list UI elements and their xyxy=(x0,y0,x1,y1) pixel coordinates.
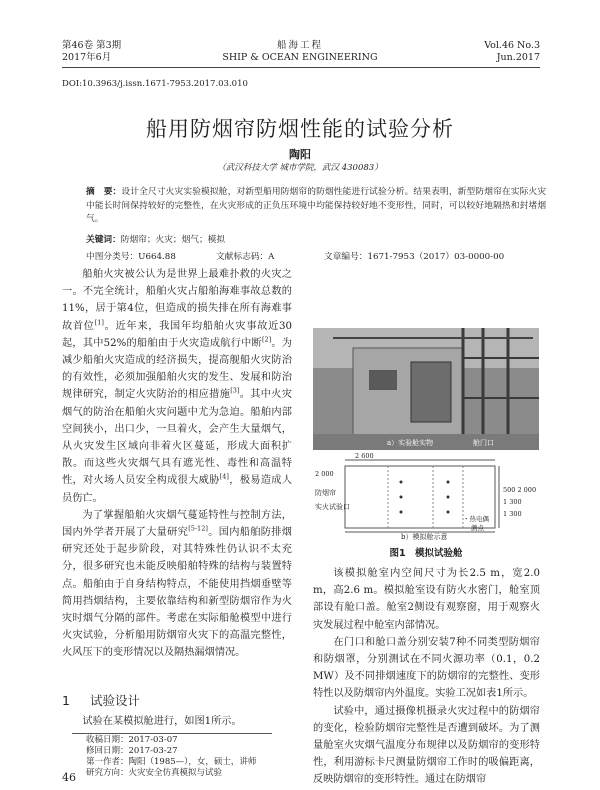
photo-caption: a）实验舱实物 xyxy=(387,439,434,447)
dim-right-2: 1 300 xyxy=(503,498,522,506)
research-direction: 研究方向：火灾安全仿真模拟与试验 xyxy=(86,768,223,778)
date-cn: 2017年6月 xyxy=(62,52,112,63)
footnote-rule xyxy=(72,733,272,734)
figure-schematic xyxy=(313,452,539,544)
dim-right-3: 1 300 xyxy=(503,510,522,518)
keywords-text: 防烟帘；火灾；烟气；模拟 xyxy=(120,235,225,245)
right-column xyxy=(313,565,540,789)
intro-paragraph-2: 为了掌握船舶火灾烟气蔓延特性与控制方法，国内外学者开展了大量研究[5-12]。国内船舶防排烟研究还处于起步阶段，对其特殊性仍认识不太充分，很多研究也未能反映船舶特殊的结构与装置特点。船舶由于自身结构特点，不能使用挡烟垂壁等简用挡烟结构，主要依靠结构和新型防烟帘作为火灾时烟气分隔的部件。考虑在实际船舱模型中进行火灾试验，分析船用防烟帘火灾下的高温完整性，火风压下的变形情况以及隔热漏烟情况。 xyxy=(62,509,292,659)
right-paragraph-1: 该模拟舱室内空间尺寸为长2.5 m，宽2.0 m，高2.6 m。模拟舱室设有防火水密门，舱室顶部设有舱口盖。舱室2侧设有观察窗，用于观察火灾发展过程中舱室内部情况。 xyxy=(313,568,540,631)
abstract-text: 设计全尺寸火灾实验模拟舱，对新型船用防烟帘的防烟性能进行试验分析。结果表明，新型防烟帘在实际火灾中能长时间保持较好的完整性，在火灾形成的正负压环境中均能保持较好地不变形性，同时，可以较好地隔热和封堵烟气。 xyxy=(86,187,547,224)
section-heading xyxy=(62,691,140,709)
door-label: 舱门口 xyxy=(473,439,494,447)
date-en: Jun.2017 xyxy=(496,52,540,63)
dim-side: 2 000 xyxy=(315,470,334,478)
measuring-point-label: 测点 xyxy=(471,524,484,532)
section-title: 试验设计 xyxy=(89,693,140,708)
document-code: 文献标志码：A xyxy=(216,252,275,262)
figure-photo xyxy=(313,328,539,450)
affiliation: （武汉科技大学 城市学院，武汉 430083） xyxy=(217,163,383,173)
journal-name-cn: 船海工程 xyxy=(276,40,323,51)
abstract-label: 摘 要： xyxy=(86,187,122,197)
dim-right-1: 500 2 000 xyxy=(503,486,537,494)
schematic-caption: b）模拟舱示意 xyxy=(401,533,448,541)
header-rule xyxy=(62,67,540,68)
doi: DOI:10.3963/j.issn.1671-7953.2017.03.010 xyxy=(62,79,248,89)
volume-issue-en: Vol.46 No.3 xyxy=(484,40,540,51)
section-paragraph: 试验在某模拟舱进行，如图1所示。 xyxy=(82,716,242,727)
keywords xyxy=(86,233,225,245)
page-number: 46 xyxy=(62,771,76,784)
figure-caption: 图1 模拟试验舱 xyxy=(389,548,463,559)
test-cabin-photo-icon xyxy=(313,328,539,450)
page-title: 船用防烟帘防烟性能的试验分析 xyxy=(146,117,454,141)
journal-name-en: SHIP & OCEAN ENGINEERING xyxy=(222,52,378,63)
author-info: 第一作者：陶阳（1985—），女，硕士，讲师 xyxy=(86,757,257,767)
curtain-label: 防烟帘 xyxy=(315,489,336,497)
right-paragraph-2: 在门口和舱口盖分别安装7种不同类型防烟帘和防烟罩，分别测试在不同火源功率（0.1，0.2 MW）及不同排烟速度下的防烟帘的完整性、变形特性以及防烟帘内外温度。实验工况如表1所示。 xyxy=(313,636,540,700)
dim-top: 2 600 xyxy=(355,452,374,460)
volume-issue-cn: 第46卷 第3期 xyxy=(62,40,122,51)
abstract xyxy=(86,186,546,227)
fire-label: 实火试验口 xyxy=(315,503,350,511)
left-column xyxy=(62,266,292,662)
keywords-label: 关键词： xyxy=(86,235,121,245)
received-date: 收稿日期：2017-03-07 xyxy=(86,735,178,745)
right-paragraph-3: 试验中，通过摄像机摄录火灾过程中的防烟帘的变化，检验防烟帘完整性是否遭到破坏。为了测量舱室火灾烟气温度分布规律以及防烟帘的变形特性，利用游标卡尺测量防烟帘工作时的吸偏距离，反映防烟帘的变形特性。通过在防烟帘 xyxy=(313,705,540,786)
thermocouple-label: ・热电偶 xyxy=(463,515,489,523)
section-number: 1 xyxy=(62,693,70,708)
intro-paragraph-1: 船舶火灾被公认为是世界上最难扑救的火灾之一。不完全统计，船舶火灾占船舶海难事故总数的11%，居于第4位，但造成的损失排在所有海难事故首位[1]。近年来，我国年均船舶火灾事故近30起，其中52%的船舶由于火灾造成航行中断[2]。为减少船舶火灾造成的经济损失，提高舰船火灾防治的有效性，必须加强船舶火灾的发生、发展和防治规律研究，制定火灾防治的相应措施[3]。其中火灾烟气的防治在船舶火灾问题中尤为急迫。船舶内部空间狭小，出口少，一旦着火，会产生大量烟气，从火灾发生区域向非着火区蔓延，形成大面积扩散。而这些火灾烟气具有遮光性、毒性和高温特性，对火场人员安全构成很大威胁[4]，极易造成人员伤亡。 xyxy=(62,269,293,504)
clc-number: 中图分类号：U664.88 xyxy=(86,252,176,262)
author: 陶阳 xyxy=(289,148,311,161)
article-number: 文章编号：1671-7953（2017）03-0000-00 xyxy=(324,252,505,262)
revised-date: 修回日期：2017-03-27 xyxy=(86,746,178,756)
